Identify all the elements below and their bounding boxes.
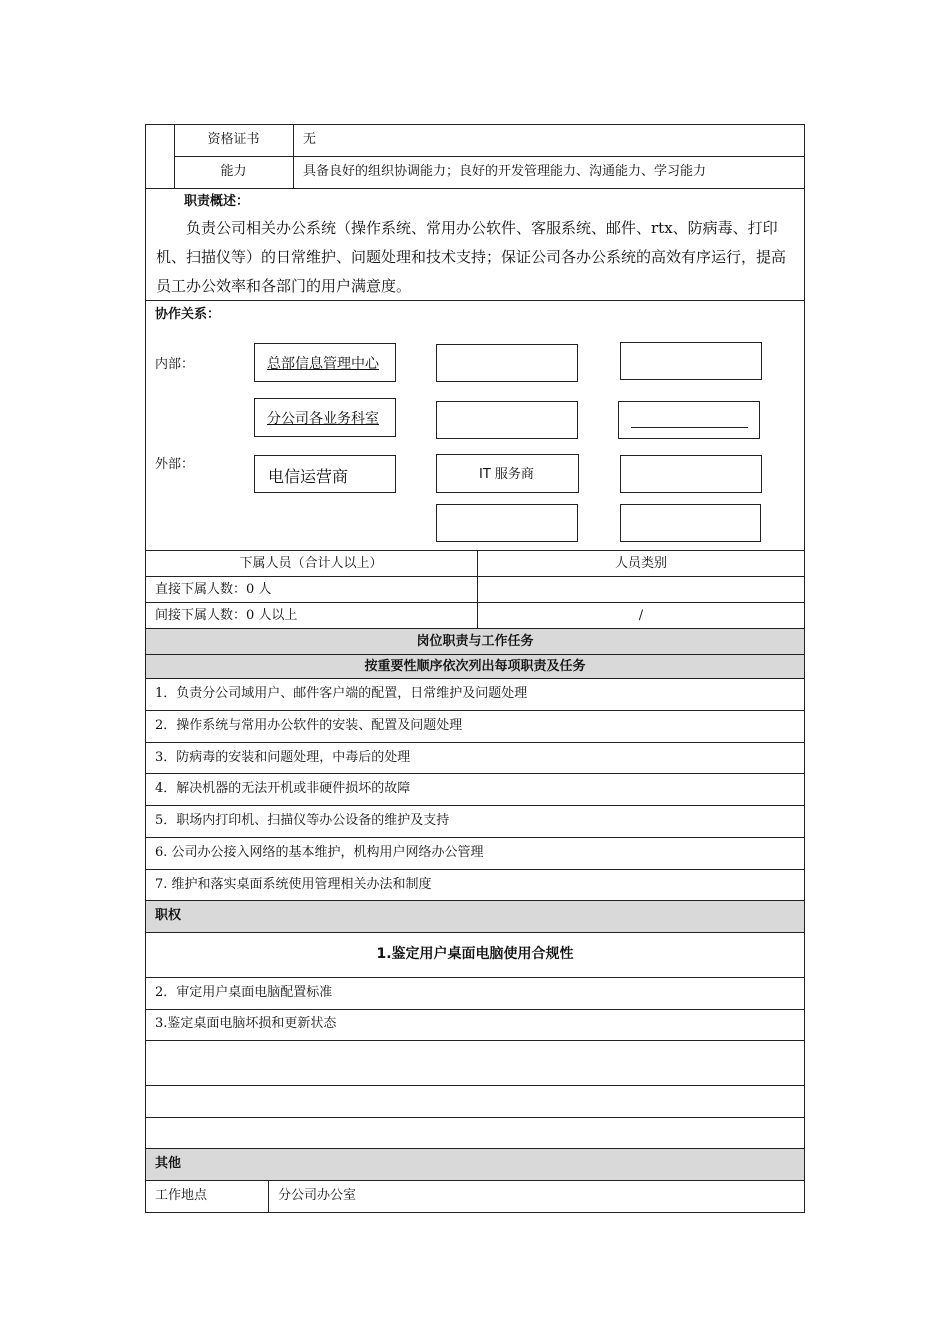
divider	[145, 932, 805, 933]
divider	[145, 1040, 805, 1041]
ability-value: 具备良好的组织协调能力；良好的开发管理能力、沟通能力、学习能力	[303, 164, 707, 179]
underlined-blank-box	[618, 401, 760, 439]
divider	[145, 977, 805, 978]
divider	[145, 1009, 805, 1010]
branch-departments-label: 分公司各业务科室	[267, 411, 379, 427]
divider	[145, 300, 805, 301]
cert-label: 资格证书	[207, 132, 260, 147]
internal-label: 内部：	[155, 357, 195, 372]
it-service-label: IT 服务商	[479, 467, 534, 482]
divider	[145, 1117, 805, 1118]
branch-departments-box	[254, 398, 396, 437]
authority-item-1: 1.鉴定用户桌面电脑使用合规性	[376, 946, 574, 962]
other-title: 其他	[155, 1156, 182, 1171]
empty-box	[436, 401, 578, 439]
divider	[145, 837, 805, 838]
duty-item: 6. 公司办公接入网络的基本维护，机构用户网络办公管理	[155, 845, 484, 860]
empty-box	[436, 504, 578, 542]
duty-item: 7. 维护和落实桌面系统使用管理相关办法和制度	[155, 877, 432, 892]
cert-value: 无	[303, 132, 317, 147]
duty-item: 3．防病毒的安装和问题处理，中毒后的处理	[155, 750, 411, 765]
empty-box	[620, 455, 762, 493]
empty-box	[620, 504, 761, 542]
subordinates-header: 下属人员（合计人以上）	[239, 556, 383, 571]
telecom-operator-label: 电信运营商	[268, 467, 349, 486]
divider	[145, 742, 805, 743]
empty-box	[436, 344, 578, 382]
divider	[145, 576, 805, 577]
indirect-subordinates: 间接下属人数：0 人以上	[155, 608, 298, 623]
ability-label: 能力	[220, 164, 247, 179]
work-location-value: 分公司办公室	[278, 1188, 357, 1203]
empty-box	[620, 342, 762, 380]
divider	[268, 1180, 269, 1213]
blank-line	[631, 427, 748, 428]
divider	[145, 773, 805, 774]
indirect-category: /	[638, 608, 644, 623]
authority-item-3: 3.鉴定桌面电脑坏损和更新状态	[155, 1016, 337, 1031]
hq-info-center-label: 总部信息管理中心	[267, 356, 379, 372]
work-location-label: 工作地点	[155, 1188, 208, 1203]
duty-item: 5．职场内打印机、扫描仪等办公设备的维护及支持	[155, 813, 450, 828]
external-label: 外部：	[155, 457, 195, 472]
divider	[145, 805, 805, 806]
divider	[174, 156, 805, 157]
duties-subtitle: 按重要性顺序依次列出每项职责及任务	[364, 659, 586, 674]
divider	[145, 1180, 805, 1181]
duty-item: 1．负责分公司域用户、邮件客户端的配置，日常维护及问题处理	[155, 686, 528, 701]
direct-subordinates: 直接下属人数：0 人	[155, 582, 272, 597]
other-header-row	[146, 1149, 804, 1180]
divider	[145, 869, 805, 870]
it-service-box	[436, 454, 579, 493]
divider	[145, 678, 805, 679]
divider	[145, 1085, 805, 1086]
authority-header-row	[146, 901, 804, 932]
divider	[145, 188, 805, 189]
personnel-category-header: 人员类别	[614, 556, 667, 571]
divider	[145, 602, 805, 603]
divider	[145, 550, 805, 551]
summary-heading: 职责概述：	[184, 194, 250, 209]
duties-section-title: 岗位职责与工作任务	[416, 634, 534, 649]
telecom-operator-box	[254, 455, 396, 493]
authority-title: 职权	[155, 908, 182, 923]
duty-item: 2．操作系统与常用办公软件的安装、配置及问题处理	[155, 718, 463, 733]
summary-paragraph: 负责公司相关办公系统（操作系统、常用办公软件、客服系统、邮件、rtx、防病毒、打印机、扫描仪等）的日常维护、问题处理和技术支持；保证公司各办公系统的高效有序运行，提高员工办公效率和各部门的用户满意度。	[156, 219, 787, 295]
hq-info-center-box	[254, 343, 396, 382]
duty-item: 4．解决机器的无法开机或非硬件损坏的故障	[155, 781, 411, 796]
authority-item-2: 2．审定用户桌面电脑配置标准	[155, 985, 333, 1000]
divider	[145, 710, 805, 711]
collaboration-heading: 协作关系：	[155, 307, 221, 322]
